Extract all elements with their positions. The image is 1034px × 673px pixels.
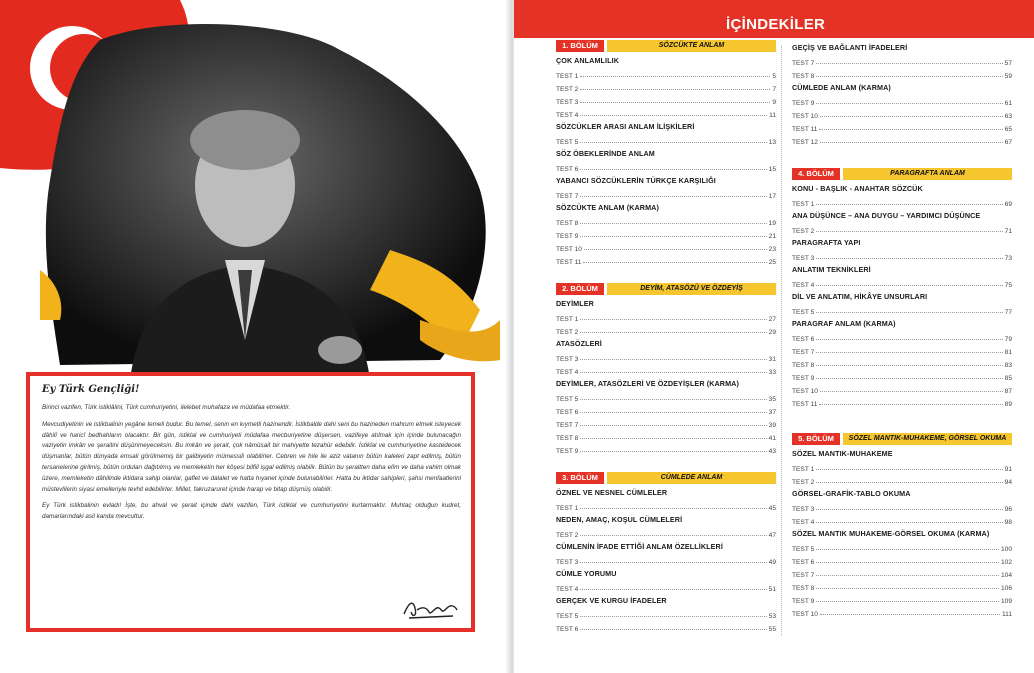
dot-leader [816, 378, 1002, 379]
test-entry[interactable] [792, 249, 1012, 262]
contents-header-bar [514, 0, 1034, 38]
test-name: TEST 2 [556, 86, 579, 93]
test-entry[interactable] [556, 429, 776, 442]
test-name: TEST 9 [556, 233, 579, 240]
section-header [556, 472, 776, 484]
dot-leader [580, 236, 766, 237]
page-number: 94 [1004, 479, 1012, 486]
test-entry[interactable] [556, 310, 776, 323]
test-name: TEST 8 [792, 73, 815, 80]
test-entry[interactable] [792, 276, 1012, 289]
test-name: TEST 9 [792, 375, 815, 382]
dot-leader [816, 204, 1002, 205]
test-entry[interactable] [556, 350, 776, 363]
section-name: SÖZEL MANTIK-MUHAKEME, GÖRSEL OKUMA [843, 433, 1012, 445]
dot-leader [816, 522, 1002, 523]
ataturk-address-to-youth [26, 372, 475, 632]
page-number: 23 [768, 246, 776, 253]
test-entry[interactable] [556, 93, 776, 106]
page-number: 69 [1004, 201, 1012, 208]
test-entry[interactable] [556, 526, 776, 539]
contents-section [556, 472, 776, 633]
test-name: TEST 5 [556, 613, 579, 620]
test-entry[interactable] [792, 94, 1012, 107]
left-page [0, 0, 512, 673]
test-name: TEST 11 [792, 401, 818, 408]
dot-leader [580, 102, 770, 103]
test-entry[interactable] [792, 513, 1012, 526]
right-page [514, 0, 1034, 673]
test-entry[interactable] [556, 253, 776, 266]
dot-leader [580, 332, 766, 333]
test-name: TEST 2 [792, 228, 815, 235]
test-name: TEST 6 [556, 409, 579, 416]
contents-section [792, 433, 1012, 618]
test-name: TEST 7 [556, 422, 579, 429]
dot-leader [816, 562, 999, 563]
topic-heading: DİL VE ANLATIM, HİKÂYE UNSURLARI [792, 292, 928, 301]
page-number: 96 [1004, 506, 1012, 513]
test-entry[interactable] [792, 222, 1012, 235]
dot-leader [583, 262, 766, 263]
page-number: 29 [768, 329, 776, 336]
topic-heading: ÇOK ANLAMLILIK [556, 56, 620, 65]
test-name: TEST 1 [556, 505, 579, 512]
test-name: TEST 3 [792, 506, 815, 513]
dot-leader [816, 575, 999, 576]
test-name: TEST 2 [792, 479, 815, 486]
page-number: 89 [1004, 401, 1012, 408]
test-name: TEST 7 [792, 572, 815, 579]
page-number: 81 [1004, 349, 1012, 356]
test-name: TEST 10 [556, 246, 582, 253]
test-entry[interactable] [556, 227, 776, 240]
test-name: TEST 12 [792, 139, 818, 146]
test-entry[interactable] [792, 540, 1012, 553]
test-entry[interactable] [792, 195, 1012, 208]
ataturk-portrait-image [40, 20, 510, 380]
dot-leader [820, 116, 1003, 117]
page-number: 87 [1004, 388, 1012, 395]
section-name: DEYİM, ATASÖZÜ VE ÖZDEYİŞ [607, 283, 776, 295]
test-entry[interactable] [556, 106, 776, 119]
dot-leader [816, 469, 1002, 470]
test-entry[interactable] [556, 67, 776, 80]
page-number: 39 [768, 422, 776, 429]
test-entry[interactable] [792, 133, 1012, 146]
section-number: 4. BÖLÜM [792, 168, 840, 180]
test-entry[interactable] [792, 592, 1012, 605]
topic-heading: NEDEN, AMAÇ, KOŞUL CÜMLELERİ [556, 515, 683, 524]
test-name: TEST 10 [792, 611, 818, 618]
test-name: TEST 5 [556, 139, 579, 146]
test-name: TEST 1 [792, 201, 815, 208]
dot-leader [580, 508, 766, 509]
test-entry[interactable] [556, 363, 776, 376]
page-number: 27 [768, 316, 776, 323]
page-number: 17 [768, 193, 776, 200]
test-entry[interactable] [556, 607, 776, 620]
test-name: TEST 9 [792, 598, 815, 605]
page-number: 106 [1000, 585, 1012, 592]
topic-heading: SÖZEL MANTIK MUHAKEME-GÖRSEL OKUMA (KARMA) [792, 529, 990, 538]
page-number: 19 [768, 220, 776, 227]
test-name: TEST 7 [556, 193, 579, 200]
dot-leader [816, 352, 1002, 353]
test-entry[interactable] [556, 416, 776, 429]
page-number: 49 [768, 559, 776, 566]
dot-leader [584, 249, 767, 250]
page-number: 37 [768, 409, 776, 416]
page-number: 100 [1000, 546, 1012, 553]
test-entry[interactable] [556, 403, 776, 416]
page-number: 61 [1004, 100, 1012, 107]
test-name: TEST 4 [556, 369, 579, 376]
dot-leader [580, 76, 770, 77]
topic-heading: CÜMLENİN İFADE ETTİĞİ ANLAM ÖZELLİKLERİ [556, 542, 723, 551]
test-name: TEST 3 [556, 356, 579, 363]
dot-leader [816, 312, 1002, 313]
dot-leader [580, 412, 766, 413]
page-number: 31 [768, 356, 776, 363]
dot-leader [580, 589, 766, 590]
page-number: 35 [768, 396, 776, 403]
test-entry[interactable] [792, 473, 1012, 486]
test-name: TEST 4 [792, 519, 815, 526]
page-number: 15 [768, 166, 776, 173]
letter-title: Ey Türk Gençliği! [42, 384, 140, 395]
section-number: 2. BÖLÜM [556, 283, 604, 295]
dot-leader [580, 425, 766, 426]
dot-leader [816, 285, 1002, 286]
page-number: 33 [768, 369, 776, 376]
dot-leader [816, 231, 1002, 232]
test-name: TEST 11 [792, 126, 818, 133]
dot-leader [816, 258, 1002, 259]
test-name: TEST 3 [556, 559, 579, 566]
test-entry[interactable] [556, 214, 776, 227]
topic-heading: KONU - BAŞLIK - ANAHTAR SÖZCÜK [792, 184, 923, 193]
dot-leader [816, 549, 999, 550]
dot-leader [580, 319, 766, 320]
page-number: 63 [1004, 113, 1012, 120]
test-name: TEST 9 [792, 100, 815, 107]
section-header [556, 40, 776, 52]
test-name: TEST 4 [556, 112, 579, 119]
test-name: TEST 4 [556, 586, 579, 593]
test-name: TEST 1 [556, 73, 579, 80]
topic-heading: PARAGRAFTA YAPI [792, 238, 861, 247]
topic-heading: SÖZCÜKLER ARASI ANLAM İLİŞKİLERİ [556, 122, 695, 131]
dot-leader [816, 588, 999, 589]
test-entry[interactable] [792, 303, 1012, 316]
test-name: TEST 6 [556, 626, 579, 633]
test-name: TEST 5 [556, 396, 579, 403]
test-entry[interactable] [556, 323, 776, 336]
test-name: TEST 7 [792, 60, 815, 67]
page-number: 5 [772, 73, 776, 80]
section-name: CÜMLEDE ANLAM [607, 472, 776, 484]
test-name: TEST 10 [792, 113, 818, 120]
page-number: 47 [768, 532, 776, 539]
dot-leader [580, 438, 766, 439]
dot-leader [580, 359, 766, 360]
dot-leader [580, 372, 766, 373]
test-name: TEST 6 [556, 166, 579, 173]
topic-heading: YABANCI SÖZCÜKLERİN TÜRKÇE KARŞILIĞI [556, 176, 716, 185]
page-number: 79 [1004, 336, 1012, 343]
signature-icon [401, 596, 461, 622]
test-name: TEST 3 [556, 99, 579, 106]
test-entry[interactable] [792, 579, 1012, 592]
column-divider [781, 46, 782, 636]
test-name: TEST 8 [556, 435, 579, 442]
dot-leader [580, 115, 767, 116]
page-title: İÇİNDEKİLER [726, 16, 826, 33]
dot-leader [580, 89, 770, 90]
contents-section [792, 40, 1012, 146]
test-entry[interactable] [556, 133, 776, 146]
test-entry[interactable] [556, 240, 776, 253]
test-entry[interactable] [792, 107, 1012, 120]
test-entry[interactable] [792, 120, 1012, 133]
dot-leader [816, 339, 1002, 340]
test-entry[interactable] [556, 553, 776, 566]
test-entry[interactable] [792, 382, 1012, 395]
page-number: 57 [1004, 60, 1012, 67]
topic-heading: SÖZ ÖBEKLERİNDE ANLAM [556, 149, 655, 158]
page-number: 85 [1004, 375, 1012, 382]
topic-heading: SÖZCÜKTE ANLAM (KARMA) [556, 203, 659, 212]
contents-section [556, 283, 776, 455]
test-name: TEST 9 [556, 448, 579, 455]
page-number: 71 [1004, 228, 1012, 235]
test-name: TEST 8 [556, 220, 579, 227]
dot-leader [580, 629, 766, 630]
topic-heading: ANA DÜŞÜNCE – ANA DUYGU – YARDIMCI DÜŞÜNCE [792, 211, 981, 220]
dot-leader [816, 365, 1002, 366]
test-name: TEST 4 [792, 282, 815, 289]
page-number: 73 [1004, 255, 1012, 262]
page-number: 51 [768, 586, 776, 593]
page-number: 65 [1004, 126, 1012, 133]
letter-paragraph-2: Mevcudiyetinin ve istikbalinin yegâne temeli budur. Bu temel, senin en kıymetli hazinendir. İstikbalde dahi seni bu hazineden mahrum etmek isteyecek dâhilî ve haricî bedhahların olacaktır. Bir gün, istiklal ve cumhuriyeti müdafaa mecburiyetine düşersen, vazifeye atılmak için içinde bulunacağın vaziyetin imkân ve şeraitini düşünmeyeceksin. Bu imkân ve şerait, çok nâmüsait bir mahiyette tezahür edebilir. İstiklal ve cumhuriyetine kastedecek düşmanlar, bütün dünyada emsali görülmemiş bir galibiyetin mümessili olabilirler. Cebren ve hile ile aziz vatanın bütün kaleleri zapt edilmiş, bütün tersanelerine girilmiş, bütün orduları dağıtılmış ve memleketin her köşesi bilfiil işgal edilmiş olabilir. Bütün bu şeraitten daha elîm ve daha vahim olmak üzere, memleketin dâhilinde iktidara sahip olanlar, gaflet ve dalalet ve hatta hıyanet içinde bulunabilirler. Hatta bu iktidar sahipleri, şahsi menfaatlerini müstevlilerin siyasi emelleriyle tevhit edebilirler. Millet, fakruzaruret içinde harap ve bitap düşmüş olabilir. [42, 420, 461, 493]
page-number: 13 [768, 139, 776, 146]
dot-leader [580, 535, 766, 536]
test-name: TEST 2 [556, 329, 579, 336]
test-name: TEST 5 [792, 309, 815, 316]
page-number: 98 [1004, 519, 1012, 526]
section-name: SÖZCÜKTE ANLAM [607, 40, 776, 52]
test-entry[interactable] [792, 356, 1012, 369]
test-entry[interactable] [792, 605, 1012, 618]
test-entry[interactable] [556, 80, 776, 93]
test-entry[interactable] [556, 442, 776, 455]
test-entry[interactable] [556, 499, 776, 512]
letter-paragraph-1: Birinci vazifen, Türk istiklâlini, Türk cumhuriyetini, ilelebet muhafaza ve müdafaa etmektir. [42, 404, 291, 411]
topic-heading: DEYİMLER, ATASÖZLERİ VE ÖZDEYİŞLER (KARMA) [556, 379, 739, 388]
page-number: 21 [768, 233, 776, 240]
section-name: PARAGRAFTA ANLAM [843, 168, 1012, 180]
page-number: 111 [1001, 611, 1012, 618]
page-number: 41 [768, 435, 776, 442]
test-name: TEST 8 [792, 362, 815, 369]
page-number: 25 [768, 259, 776, 266]
dot-leader [820, 614, 1000, 615]
dot-leader [580, 451, 766, 452]
test-name: TEST 6 [792, 559, 815, 566]
section-header [792, 168, 1012, 180]
topic-heading: CÜMLEDE ANLAM (KARMA) [792, 83, 891, 92]
topic-heading: GÖRSEL-GRAFİK-TABLO OKUMA [792, 489, 911, 498]
dot-leader [820, 391, 1003, 392]
contents-section [792, 168, 1012, 408]
topic-heading: GERÇEK VE KURGU İFADELER [556, 596, 667, 605]
page-number: 67 [1004, 139, 1012, 146]
page-number: 7 [772, 86, 776, 93]
letter-paragraph-3: Ey Türk istikbalinin evladı! İşte, bu ahval ve şerait içinde dahi vazifen, Türk istiklal ve cumhuriyetini kurtarmaktır. Muhtaç olduğun kudret, damarlarındaki asil kanda mevcuttur. [42, 502, 461, 521]
dot-leader [816, 509, 1002, 510]
dot-leader [816, 76, 1002, 77]
dot-leader [580, 616, 766, 617]
test-entry[interactable] [792, 460, 1012, 473]
page-number: 83 [1004, 362, 1012, 369]
test-name: TEST 8 [792, 585, 815, 592]
topic-heading: CÜMLE YORUMU [556, 569, 617, 578]
page-number: 9 [772, 99, 776, 106]
test-entry[interactable] [556, 580, 776, 593]
dot-leader [820, 142, 1003, 143]
test-entry[interactable] [792, 395, 1012, 408]
test-name: TEST 11 [556, 259, 582, 266]
page-number: 75 [1004, 282, 1012, 289]
test-name: TEST 6 [792, 336, 815, 343]
section-header [556, 283, 776, 295]
section-header [792, 433, 1012, 445]
section-number: 5. BÖLÜM [792, 433, 840, 445]
test-entry[interactable] [792, 500, 1012, 513]
test-name: TEST 1 [792, 466, 815, 473]
test-entry[interactable] [556, 160, 776, 173]
page-number: 102 [1000, 559, 1012, 566]
test-entry[interactable] [792, 54, 1012, 67]
topic-heading: ANLATIM TEKNİKLERİ [792, 265, 871, 274]
test-entry[interactable] [556, 390, 776, 403]
test-name: TEST 3 [792, 255, 815, 262]
topic-heading: ATASÖZLERİ [556, 339, 602, 348]
test-entry[interactable] [792, 553, 1012, 566]
dot-leader [819, 404, 1002, 405]
dot-leader [580, 196, 766, 197]
contents-section [556, 40, 776, 266]
page-number: 91 [1004, 466, 1012, 473]
test-name: TEST 10 [792, 388, 818, 395]
page-number: 104 [1000, 572, 1012, 579]
page-number: 55 [768, 626, 776, 633]
test-entry[interactable] [792, 330, 1012, 343]
page-number: 59 [1004, 73, 1012, 80]
page-number: 45 [768, 505, 776, 512]
section-number: 1. BÖLÜM [556, 40, 604, 52]
page-number: 53 [768, 613, 776, 620]
test-entry[interactable] [556, 187, 776, 200]
page-number: 43 [768, 448, 776, 455]
test-name: TEST 7 [792, 349, 815, 356]
dot-leader [816, 63, 1002, 64]
page-number: 11 [769, 112, 776, 119]
topic-heading: DEYİMLER [556, 299, 594, 308]
test-name: TEST 1 [556, 316, 579, 323]
dot-leader [580, 169, 766, 170]
dot-leader [816, 103, 1002, 104]
test-entry[interactable] [792, 369, 1012, 382]
topic-heading: ÖZNEL VE NESNEL CÜMLELER [556, 488, 668, 497]
topic-heading: SÖZEL MANTIK-MUHAKEME [792, 449, 893, 458]
section-number: 3. BÖLÜM [556, 472, 604, 484]
dot-leader [580, 562, 766, 563]
topic-heading: PARAGRAF ANLAM (KARMA) [792, 319, 896, 328]
page-number: 77 [1004, 309, 1012, 316]
dot-leader [580, 399, 766, 400]
dot-leader [580, 223, 766, 224]
test-entry[interactable] [792, 343, 1012, 356]
test-entry[interactable] [792, 67, 1012, 80]
dot-leader [580, 142, 766, 143]
dot-leader [816, 482, 1002, 483]
test-name: TEST 2 [556, 532, 579, 539]
topic-heading: GEÇİŞ VE BAĞLANTI İFADELERİ [792, 43, 908, 52]
test-entry[interactable] [792, 566, 1012, 579]
page-number: 109 [1000, 598, 1012, 605]
dot-leader [816, 601, 999, 602]
test-name: TEST 5 [792, 546, 815, 553]
dot-leader [819, 129, 1002, 130]
test-entry[interactable] [556, 620, 776, 633]
